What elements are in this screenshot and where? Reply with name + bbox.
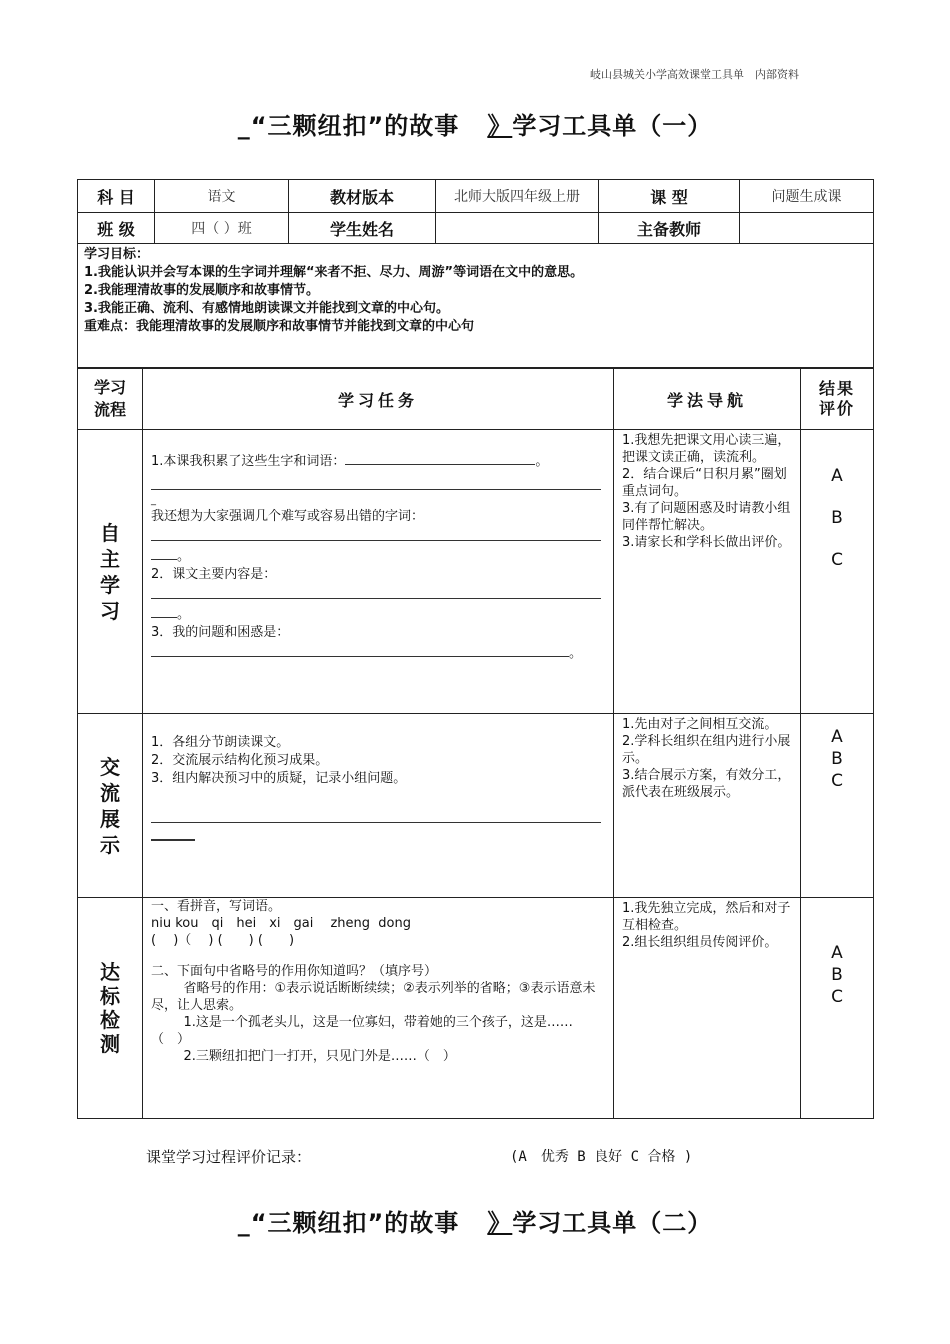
exchange-guide xyxy=(614,714,801,898)
goal-item: 3.我能正确、流利、有感情地朗读课文并能找到文章的中心句。 xyxy=(84,301,449,316)
title-mark: 》 xyxy=(487,1209,513,1237)
process-header: 学习 流程 xyxy=(78,369,143,430)
answer-blank[interactable] xyxy=(151,547,177,560)
learning-goals xyxy=(78,244,874,368)
document-title-2 xyxy=(0,1203,950,1238)
edition-label: 教材版本 xyxy=(289,180,436,213)
grade-scale: (A 优秀 B 良好 C 合格 ) xyxy=(510,1149,693,1165)
title-prefix: _ xyxy=(237,1209,251,1237)
title-mark: 》 xyxy=(487,112,513,140)
edition-value: 北师大版四年级上册 xyxy=(436,180,599,213)
sentence-item[interactable]: 2.三颗纽扣把门一打开，只见门外是……（ ） xyxy=(183,1049,456,1064)
pinyin-row: niu kou qi hei xi gai zheng dong xyxy=(151,916,411,931)
teacher-field[interactable] xyxy=(740,213,874,244)
grade-option-a[interactable]: A xyxy=(831,943,843,963)
answer-blank[interactable] xyxy=(345,450,535,465)
answer-blank[interactable] xyxy=(151,584,601,599)
question-heading: 一、看拼音，写词语。 xyxy=(151,899,282,914)
guide-header: 学法导航 xyxy=(614,369,801,430)
type-label: 课 型 xyxy=(599,180,740,213)
self-study-guide xyxy=(614,430,801,714)
self-study-grades xyxy=(801,430,874,714)
guide-item: 1.先由对子之间相互交流。 xyxy=(622,717,778,732)
title-quote: “三颗纽扣”的故事 xyxy=(250,112,460,140)
student-label: 学生姓名 xyxy=(289,213,436,244)
exchange-label: 交流展示 xyxy=(78,714,143,898)
subject-value: 语文 xyxy=(155,180,289,213)
title-suffix: 学习工具单（二） xyxy=(512,1209,713,1237)
title-quote: “三颗纽扣”的故事 xyxy=(250,1209,460,1237)
answer-blank[interactable] xyxy=(151,473,601,490)
guide-item: 3.有了问题困惑及时请教小组同伴帮忙解决。 xyxy=(622,501,791,533)
grade-option-b[interactable]: B xyxy=(831,965,843,985)
type-value: 问题生成课 xyxy=(740,180,874,213)
guide-item: 2.学科长组织在组内进行小展示。 xyxy=(622,734,791,766)
answer-blank[interactable] xyxy=(151,808,601,823)
guide-item: 1.我先独立完成，然后和对子互相检查。 xyxy=(622,901,791,933)
task-item: 1.本课我积累了这些生字和词语： xyxy=(151,454,346,469)
task-header: 学习任务 xyxy=(143,369,614,430)
info-table xyxy=(77,179,874,368)
exchange-tasks xyxy=(143,714,614,898)
subject-label: 科 目 xyxy=(78,180,155,213)
answer-blank[interactable] xyxy=(151,835,195,841)
self-study-label: 自主学习 xyxy=(78,430,143,714)
document-title xyxy=(0,106,950,141)
self-study-tasks: 1.本课我积累了这些生字和词语： 。 _ 我还想为大家强调几个难写或容易出错的字词： 。 2．课文主要内容是： 。 3．我的问题和困惑是： 。 xyxy=(143,430,614,714)
grade-option-c[interactable]: C xyxy=(831,550,843,570)
check-guide xyxy=(614,898,801,1119)
task-item: 2．课文主要内容是： xyxy=(151,567,277,582)
answer-blank[interactable] xyxy=(151,526,601,541)
task-item: 1．各组分节朗读课文。 xyxy=(151,735,290,750)
class-label: 班 级 xyxy=(78,213,155,244)
grade-option-b[interactable]: B xyxy=(831,749,843,769)
task-item: 3．组内解决预习中的质疑，记录小组问题。 xyxy=(151,771,407,786)
grade-option-c[interactable]: C xyxy=(831,771,843,791)
grade-option-a[interactable]: A xyxy=(831,466,843,486)
header-note: 岐山县城关小学高效课堂工具单 内部资料 xyxy=(590,68,799,81)
guide-item: 2．结合课后“日积月累”圈划重点词句。 xyxy=(622,467,787,499)
student-field[interactable] xyxy=(436,213,599,244)
guide-item: 2.组长组织组员传阅评价。 xyxy=(622,935,778,950)
answer-blank[interactable] xyxy=(151,642,569,657)
exchange-grades xyxy=(801,714,874,898)
check-grades xyxy=(801,898,874,1119)
learning-flow-table xyxy=(77,368,874,1119)
title-suffix: 学习工具单（一） xyxy=(512,112,713,140)
evaluation-record-label: 课堂学习过程评价记录： xyxy=(146,1148,312,1166)
sentence-item[interactable]: 1.这是一个孤老头儿，这是一位寡妇，带着她的三个孩子，这是……（ ） xyxy=(151,1015,573,1047)
check-label: 达标检测 xyxy=(78,898,143,1119)
answer-brackets[interactable]: ( )（ ) ( ) ( ) xyxy=(151,933,295,948)
guide-item: 3.请家长和学科长做出评价。 xyxy=(622,535,791,550)
check-tasks xyxy=(143,898,614,1119)
goals-heading: 学习目标： xyxy=(84,247,150,262)
key-points: 重难点：我能理清故事的发展顺序和故事情节并能找到文章的中心句 xyxy=(84,319,475,334)
grade-option-a[interactable]: A xyxy=(831,727,843,747)
answer-blank[interactable] xyxy=(151,605,177,618)
question-heading: 二、下面句中省略号的作用你知道吗？（填序号） xyxy=(151,964,438,979)
task-item: 3．我的问题和困惑是： xyxy=(151,625,290,640)
goal-item: 2.我能理清故事的发展顺序和故事情节。 xyxy=(84,283,319,298)
task-item: 我还想为大家强调几个难写或容易出错的字词： xyxy=(151,509,425,524)
teacher-label: 主备教师 xyxy=(599,213,740,244)
title-prefix: _ xyxy=(237,112,251,140)
class-value[interactable]: 四（ ）班 xyxy=(155,213,289,244)
question-desc: 省略号的作用：①表示说话断断续续；②表示列举的省略；③表示语意未尽，让人思索。 xyxy=(151,981,596,1013)
guide-item: 3.结合展示方案，有效分工，派代表在班级展示。 xyxy=(622,768,791,800)
goal-item: 1.我能认识并会写本课的生字词并理解“来者不拒、尽力、周游”等词语在文中的意思。 xyxy=(84,265,584,280)
task-item: 2．交流展示结构化预习成果。 xyxy=(151,753,329,768)
grade-option-b[interactable]: B xyxy=(831,508,843,528)
grade-option-c[interactable]: C xyxy=(831,987,843,1007)
guide-item: 1.我想先把课文用心读三遍，把课文读正确，读流利。 xyxy=(622,433,791,465)
result-header: 结果 评价 xyxy=(801,369,874,430)
